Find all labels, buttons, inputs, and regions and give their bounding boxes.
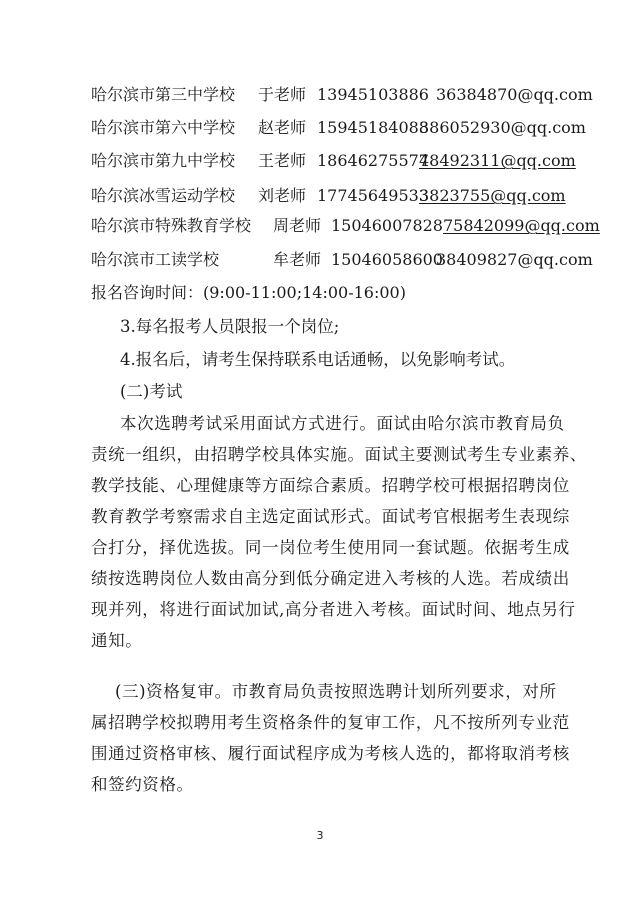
school-name: 哈尔滨市第六中学校: [91, 118, 236, 137]
school-name: 哈尔滨市第九中学校: [91, 151, 236, 170]
page-number: 3: [316, 829, 324, 842]
email-address: 38409827@qq.com: [436, 250, 593, 269]
email-link[interactable]: 48492311@qq.com: [419, 151, 576, 170]
teacher-name: 周老师: [273, 216, 322, 235]
email-address: 36384870@qq.com: [436, 85, 593, 104]
teacher-name: 王老师: [258, 151, 307, 170]
paragraph-line: 通知。: [91, 631, 143, 650]
section-heading-exam: (二)考试: [120, 382, 183, 401]
paragraph-line: 现并列，将进行面试加试,高分者进入考核。面试时间、地点另行: [91, 600, 576, 619]
phone-number: 18646275577: [317, 151, 429, 170]
phone-number: 15046058600: [331, 250, 443, 269]
email-link[interactable]: 75842099@qq.com: [443, 216, 600, 235]
teacher-name: 牟老师: [273, 250, 322, 269]
phone-number: 15046007828: [331, 216, 443, 235]
school-name: 哈尔滨市第三中学校: [91, 85, 236, 104]
paragraph-line: 合打分，择优选拔。同一岗位考生使用同一套试题。依据考生成: [91, 538, 570, 557]
exam-paragraph: [91, 408, 587, 656]
paragraph-line: 属招聘学校拟聘用考生资格条件的复审工作，凡不按所列专业范: [91, 713, 570, 732]
school-name: 哈尔滨市工读学校: [91, 250, 220, 269]
paragraph-line: 本次选聘考试采用面试方式进行。面试由哈尔滨市教育局负: [120, 414, 565, 433]
school-name: 哈尔滨冰雪运动学校: [91, 186, 236, 205]
paragraph-line: 责统一组织，由招聘学校具体实施。面试主要测试考生专业素养、: [91, 445, 587, 464]
email-address: 386052930@qq.com: [419, 118, 586, 137]
email-link[interactable]: 3823755@qq.com: [419, 186, 566, 205]
paragraph-line: (三)资格复审。市教育局负责按照选聘计划所列要求，对所: [115, 682, 557, 701]
paragraph-line: 围通过资格审核、履行面试程序成为考核人选的，都将取消考核: [91, 744, 570, 763]
school-name: 哈尔滨市特殊教育学校: [91, 216, 252, 235]
phone-number: 15945184088: [317, 118, 429, 137]
paragraph-line: 教学技能、心理健康等方面综合素质。招聘学校可根据招聘岗位: [91, 476, 570, 495]
teacher-name: 于老师: [258, 85, 307, 104]
item-3: 3.每名报考人员限报一个岗位;: [120, 317, 340, 336]
paragraph-line: 绩按选聘岗位人数由高分到低分确定进入考核的人选。若成绩出: [91, 569, 570, 588]
teacher-name: 赵老师: [258, 118, 307, 137]
paragraph-line: 教育教学考察需求自主选定面试形式。面试考官根据考生表现综: [91, 507, 570, 526]
review-paragraph: [91, 676, 570, 800]
paragraph-line: 和签约资格。: [91, 775, 194, 794]
teacher-name: 刘老师: [258, 186, 307, 205]
consult-time: 报名咨询时间：(9:00-11:00;14:00-16:00): [91, 283, 406, 302]
item-4: 4.报名后，请考生保持联系电话通畅，以免影响考试。: [120, 350, 516, 369]
phone-number: 17745649533: [317, 186, 429, 205]
phone-number: 13945103886: [317, 85, 429, 104]
